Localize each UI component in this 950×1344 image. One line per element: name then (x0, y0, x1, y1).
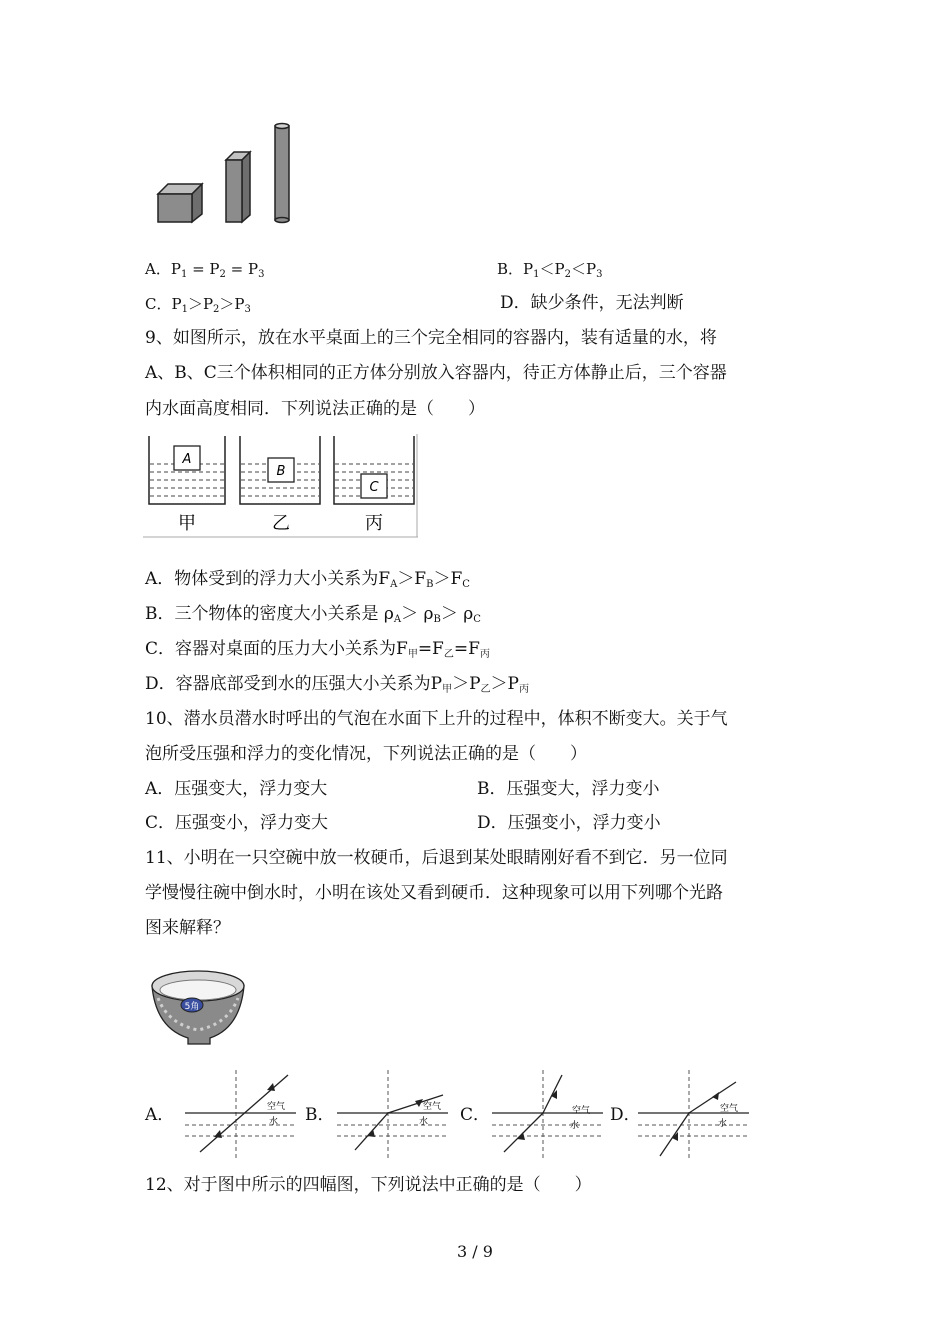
q9-line-3: 内水面高度相同．下列说法正确的是（ ） (145, 399, 485, 419)
diagram-key-d: D． (610, 1105, 641, 1125)
svg-text:水: 水 (718, 1119, 728, 1129)
svg-text:空气: 空气 (423, 1102, 442, 1112)
q9-option-b: B．三个物体的密度大小关系是 $\rho_A> \rho_B> \rho_C$ (145, 604, 481, 625)
q8-option-d: D．缺少条件，无法判断 (500, 293, 684, 313)
q9-line-1: 9、如图所示，放在水平桌面上的三个完全相同的容器内，装有适量的水，将 (145, 328, 717, 348)
diagram-key-c: C． (460, 1105, 491, 1125)
q12-line: 12、对于图中所示的四幅图，下列说法中正确的是（ ） (145, 1175, 592, 1195)
svg-text:水: 水 (570, 1121, 580, 1131)
q11-line-1: 11、小明在一只空碗中放一枚硬币，后退到某处眼睛刚好看不到它．另一位同 (145, 848, 728, 868)
q8-option-a: A．$P_1 = P_2 = P_3$ (145, 260, 265, 280)
container-jia (149, 436, 225, 534)
q9-option-c: C．容器对桌面的压力大小关系为$F_甲=F_乙=F_丙$ (145, 639, 490, 660)
q10-option-c: C．压强变小，浮力变大 (145, 813, 329, 833)
q11-line-3: 图来解释？ (145, 918, 230, 938)
svg-text:水: 水 (269, 1117, 279, 1127)
svg-text:水: 水 (419, 1117, 429, 1127)
light-path-a (183, 1070, 298, 1160)
svg-text:空气: 空气 (267, 1102, 286, 1112)
label-yi: 乙 (272, 513, 290, 534)
q9-option-a: A．物体受到的浮力大小关系为$F_A>F_B>F_C$ (145, 569, 470, 590)
label-jia: 甲 (178, 513, 196, 534)
q10-option-b: B．压强变大，浮力变小 (477, 779, 660, 799)
cube-a-label: A (182, 452, 192, 467)
bowl-figure (148, 966, 248, 1048)
q9-option-d: D．容器底部受到水的压强大小关系为$P_甲>P_乙>P_丙$ (145, 674, 529, 695)
diagram-key-a: A． (145, 1105, 175, 1125)
q10-option-d: D．压强变小，浮力变小 (477, 813, 661, 833)
svg-text:空气: 空气 (720, 1104, 739, 1114)
q10-line-1: 10、潜水员潜水时呼出的气泡在水面下上升的过程中，体积不断变大。关于气 (145, 709, 728, 729)
coin-label: 5角 (184, 1002, 200, 1012)
light-path-b (335, 1070, 450, 1160)
label-bing: 丙 (365, 513, 383, 534)
cube-b-label: B (276, 464, 286, 479)
q9-line-2: A、B、C三个体积相同的正方体分别放入容器内，待正方体静止后，三个容器 (145, 363, 727, 383)
q8-option-b: B．$P_1<P_2<P_3$ (497, 260, 603, 280)
light-path-d (636, 1070, 751, 1160)
svg-text:空气: 空气 (572, 1106, 591, 1116)
light-path-c (490, 1070, 605, 1160)
containers-figure (143, 434, 418, 538)
solids-figure (150, 120, 300, 226)
q11-line-2: 学慢慢往碗中倒水时，小明在该处又看到硬币．这种现象可以用下列哪个光路 (145, 883, 723, 903)
container-yi (240, 436, 320, 534)
cube-c-label: C (369, 480, 379, 495)
container-bing (334, 436, 414, 534)
q10-option-a: A．压强变大，浮力变大 (145, 779, 328, 799)
q8-option-c: C．$P_1>P_2>P_3$ (145, 295, 251, 315)
q10-line-2: 泡所受压强和浮力的变化情况，下列说法正确的是（ ） (145, 744, 587, 764)
page-number: 3 / 9 (457, 1242, 493, 1261)
diagram-key-b: B． (305, 1105, 335, 1125)
